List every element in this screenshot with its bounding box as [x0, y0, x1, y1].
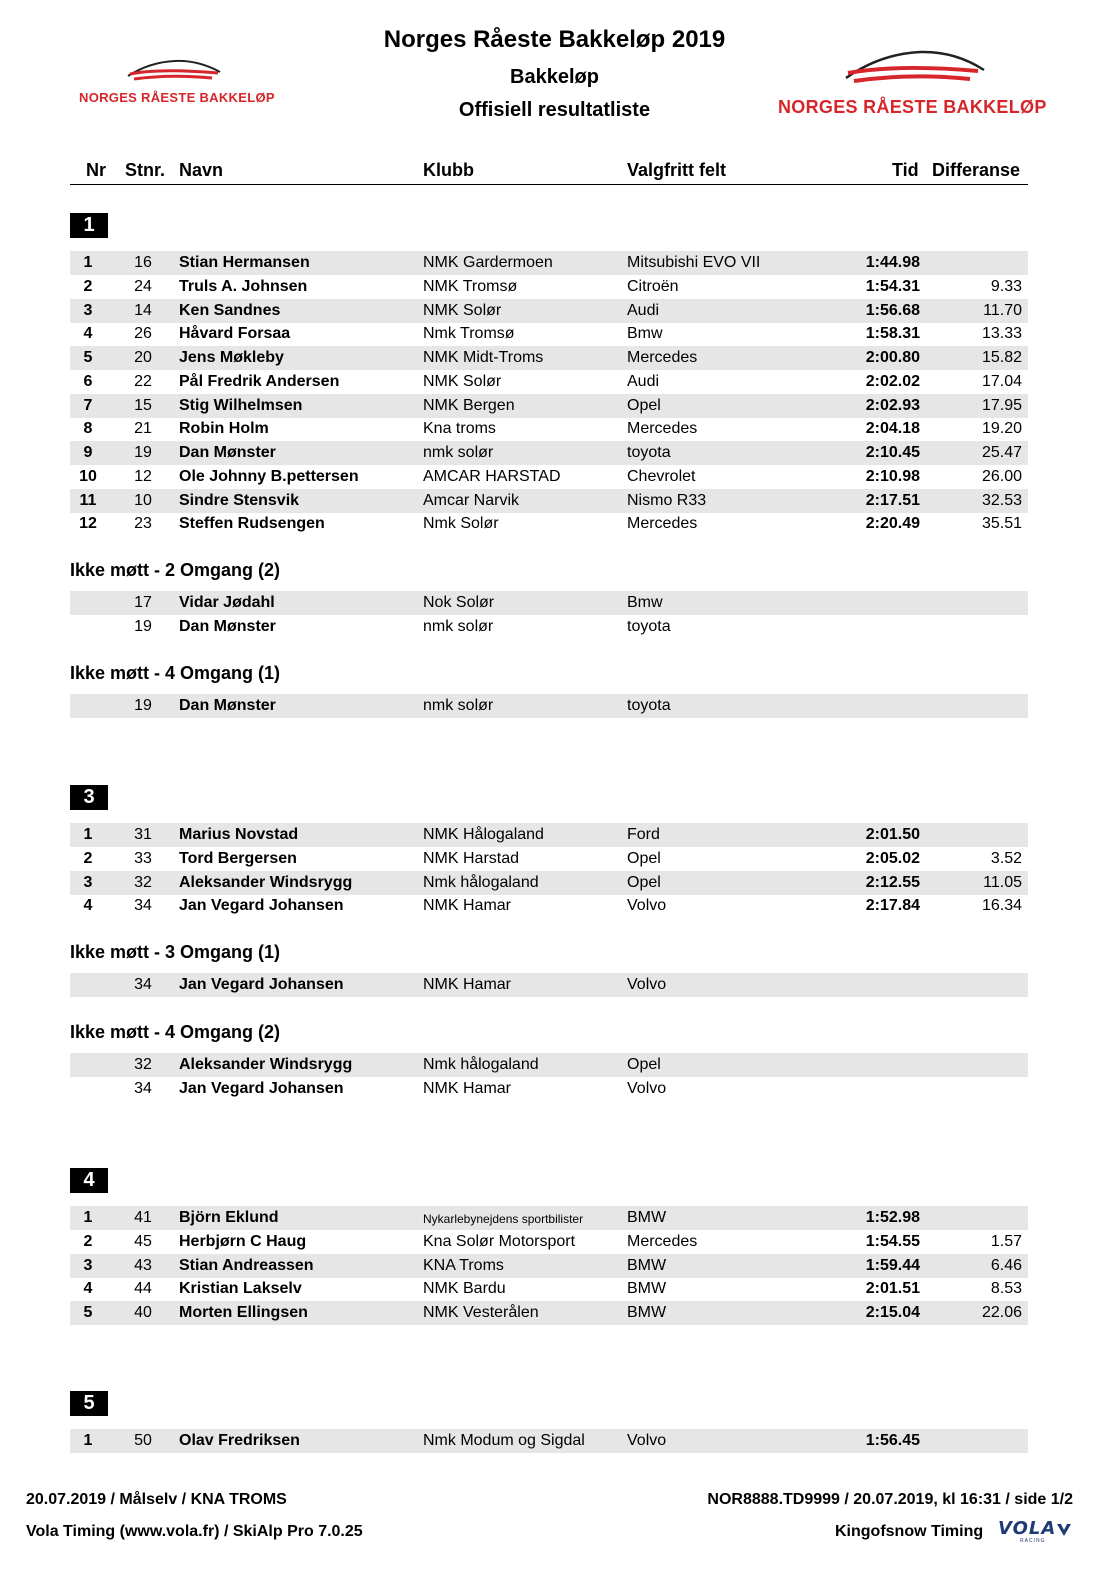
place: 3	[83, 1256, 93, 1274]
difference: 3.52	[990, 849, 1022, 867]
class-badge-4: 4	[70, 1168, 108, 1193]
start-number: 16	[134, 254, 152, 271]
vola-logo-icon	[998, 1520, 1074, 1544]
footer-doc-info: NOR8888.TD9999 / 20.07.2019, kl 16:31 / side 1/2	[707, 1491, 1073, 1508]
start-number: 31	[134, 826, 152, 843]
driver-name: Steffen Rudsengen	[179, 515, 325, 533]
driver-name: Robin Holm	[179, 420, 269, 438]
col-header-klubb: Klubb	[423, 160, 474, 180]
club: NMK Hålogaland	[423, 826, 544, 843]
time: 2:20.49	[865, 515, 920, 533]
driver-name: Stian Hermansen	[179, 254, 310, 271]
driver-name: Ken Sandnes	[179, 301, 281, 319]
start-number: 12	[134, 467, 152, 485]
driver-name: Jan Vegard Johansen	[179, 976, 344, 993]
dns-row	[70, 694, 1028, 718]
start-number: 15	[134, 396, 152, 414]
club: NMK Bergen	[423, 396, 515, 414]
difference: 6.46	[990, 1256, 1022, 1274]
club: AMCAR HARSTAD	[423, 467, 561, 485]
driver-name: Aleksander Windsrygg	[179, 1056, 353, 1073]
start-number: 33	[134, 849, 152, 867]
club: nmk solør	[423, 697, 494, 714]
result-row	[70, 871, 1028, 895]
logo-right-text: NORGES RÅESTE BAKKELØP	[778, 97, 1047, 117]
place: 9	[83, 444, 93, 461]
dns-heading: Ikke møtt - 4 Omgang (2)	[70, 1022, 281, 1042]
place: 3	[83, 873, 93, 891]
difference: 17.04	[981, 372, 1022, 390]
place: 5	[83, 349, 93, 366]
result-row	[70, 441, 1028, 465]
result-row	[70, 847, 1028, 871]
club: NMK Solør	[423, 372, 502, 390]
club: Nok Solør	[423, 594, 495, 611]
difference: 13.33	[981, 325, 1022, 343]
club: Nykarlebynejdens sportbilister	[423, 1212, 584, 1226]
place: 2	[83, 849, 93, 867]
place: 1	[83, 1209, 93, 1226]
class-badge-1: 1	[70, 213, 108, 238]
car-logo-right-icon	[840, 40, 990, 88]
time: 2:15.04	[865, 1304, 920, 1321]
time: 2:02.93	[865, 396, 920, 414]
driver-name: Dan Mønster	[179, 617, 276, 635]
start-number: 20	[134, 349, 152, 366]
club: Amcar Narvik	[423, 491, 520, 509]
driver-name: Morten Ellingsen	[179, 1304, 308, 1321]
dns-row	[70, 973, 1028, 997]
place: 1	[83, 826, 93, 843]
driver-name: Stian Andreassen	[179, 1256, 314, 1274]
car: Volvo	[627, 1079, 667, 1097]
result-row	[70, 394, 1028, 418]
result-row	[70, 1230, 1028, 1254]
time: 1:44.98	[865, 254, 920, 271]
car: Opel	[627, 873, 661, 891]
difference: 11.70	[983, 301, 1022, 319]
start-number: 24	[134, 277, 152, 295]
result-row	[70, 1301, 1028, 1325]
result-row	[70, 1206, 1028, 1230]
time: 1:58.31	[865, 325, 920, 343]
start-number: 41	[134, 1209, 152, 1226]
time: 1:54.31	[865, 277, 920, 295]
result-row	[70, 512, 1028, 536]
difference: 11.05	[983, 873, 1022, 891]
car: Mercedes	[627, 420, 698, 438]
car: Volvo	[627, 897, 667, 915]
start-number: 43	[134, 1256, 152, 1274]
start-number: 34	[134, 976, 152, 993]
car: BMW	[627, 1280, 667, 1298]
result-row	[70, 823, 1028, 847]
club: Nmk hålogaland	[423, 1056, 539, 1073]
car: Volvo	[627, 1432, 667, 1449]
club: NMK Vesterålen	[423, 1304, 539, 1321]
col-header-differanse: Differanse	[932, 160, 1021, 180]
result-row	[70, 251, 1028, 275]
logo-left-text: NORGES RÅESTE BAKKELØP	[79, 90, 275, 105]
time: 2:00.80	[865, 349, 920, 366]
place: 4	[83, 1280, 93, 1298]
time: 2:10.45	[865, 444, 920, 461]
start-number: 45	[134, 1232, 152, 1250]
place: 5	[83, 1304, 93, 1321]
start-number: 23	[134, 515, 152, 533]
car: Chevrolet	[627, 467, 696, 485]
car: Mercedes	[627, 349, 698, 366]
club: NMK Solør	[423, 301, 502, 319]
car: Audi	[627, 301, 660, 319]
footer-event-info: 20.07.2019 / Målselv / KNA TROMS	[26, 1491, 287, 1508]
time: 1:52.98	[865, 1209, 920, 1226]
difference: 8.53	[990, 1280, 1022, 1298]
start-number: 50	[134, 1432, 152, 1449]
car: toyota	[627, 617, 671, 635]
vola-logo-text: VOLA	[998, 1518, 1057, 1539]
place: 4	[83, 325, 93, 343]
page-subtitle-2: Offisiell resultatliste	[458, 99, 651, 121]
start-number: 26	[134, 325, 152, 343]
time: 2:01.50	[865, 826, 920, 843]
car: BMW	[627, 1256, 667, 1274]
driver-name: Ole Johnny B.pettersen	[179, 467, 359, 485]
car: Mitsubishi EVO VII	[627, 254, 761, 271]
start-number: 10	[134, 491, 152, 509]
driver-name: Dan Mønster	[179, 444, 276, 461]
result-row	[70, 322, 1028, 346]
driver-name: Jens Møkleby	[179, 349, 284, 366]
club: NMK Hamar	[423, 897, 512, 915]
club: nmk solør	[423, 444, 494, 461]
car: toyota	[627, 444, 671, 461]
car: Audi	[627, 372, 660, 390]
start-number: 40	[134, 1304, 152, 1321]
difference: 17.95	[981, 396, 1022, 414]
place: 6	[83, 372, 93, 390]
car: Volvo	[627, 976, 667, 993]
start-number: 14	[134, 301, 152, 319]
result-row	[70, 417, 1028, 441]
result-row	[70, 1429, 1028, 1453]
page-title: Norges Råeste Bakkeløp 2019	[383, 26, 726, 53]
start-number: 34	[134, 897, 152, 915]
page-subtitle: Bakkeløp	[510, 66, 599, 88]
dns-row	[70, 1077, 1028, 1101]
club: NMK Hamar	[423, 976, 512, 993]
driver-name: Aleksander Windsrygg	[179, 873, 353, 891]
club: NMK Tromsø	[423, 277, 518, 295]
col-header-stnr: Stnr.	[125, 160, 166, 180]
place: 3	[83, 301, 93, 319]
dns-row	[70, 591, 1028, 615]
club: NMK Bardu	[423, 1280, 506, 1298]
place: 2	[83, 277, 93, 295]
driver-name: Björn Eklund	[179, 1209, 279, 1226]
time: 2:01.51	[865, 1280, 920, 1298]
difference: 1.57	[990, 1232, 1022, 1250]
result-row	[70, 465, 1028, 489]
difference: 26.00	[981, 467, 1022, 485]
car: Opel	[627, 849, 661, 867]
club: Nmk Tromsø	[423, 325, 515, 343]
place: 10	[79, 467, 97, 485]
club: Kna troms	[423, 420, 496, 438]
time: 1:56.45	[865, 1432, 920, 1449]
club: Nmk Solør	[423, 515, 499, 533]
place: 11	[79, 491, 97, 509]
footer-software-info: Vola Timing (www.vola.fr) / SkiAlp Pro 7.0.25	[26, 1523, 363, 1540]
driver-name: Olav Fredriksen	[179, 1432, 300, 1449]
driver-name: Jan Vegard Johansen	[179, 897, 344, 915]
start-number: 32	[134, 873, 152, 891]
time: 2:04.18	[865, 420, 920, 438]
car: BMW	[627, 1209, 667, 1226]
start-number: 44	[134, 1280, 152, 1298]
difference: 25.47	[981, 444, 1022, 461]
time: 2:05.02	[865, 849, 920, 867]
driver-name: Kristian Lakselv	[179, 1280, 302, 1298]
dns-heading: Ikke møtt - 3 Omgang (1)	[70, 942, 281, 962]
car: Mercedes	[627, 515, 698, 533]
driver-name: Tord Bergersen	[179, 849, 297, 867]
driver-name: Dan Mønster	[179, 697, 276, 714]
dns-heading: Ikke møtt - 4 Omgang (1)	[70, 663, 281, 683]
result-row	[70, 275, 1028, 299]
col-header-tid: Tid	[892, 160, 919, 180]
driver-name: Herbjørn C Haug	[179, 1232, 307, 1250]
time: 2:17.84	[865, 897, 920, 915]
club: NMK Hamar	[423, 1079, 512, 1097]
driver-name: Truls A. Johnsen	[179, 277, 308, 295]
footer-timing-info: Kingofsnow Timing	[835, 1523, 984, 1540]
driver-name: Vidar Jødahl	[179, 594, 275, 611]
car: Ford	[627, 826, 660, 843]
difference: 9.33	[990, 277, 1022, 295]
result-row	[70, 299, 1028, 323]
result-row	[70, 346, 1028, 370]
club: KNA Troms	[423, 1256, 504, 1274]
driver-name: Håvard Forsaa	[179, 325, 291, 343]
difference: 15.82	[981, 349, 1022, 366]
time: 1:59.44	[865, 1256, 920, 1274]
car: Mercedes	[627, 1232, 698, 1250]
car: BMW	[627, 1304, 667, 1321]
result-row	[70, 370, 1028, 394]
time: 1:54.55	[865, 1232, 920, 1250]
dns-row	[70, 615, 1028, 639]
car: Citroën	[627, 277, 679, 295]
driver-name: Stig Wilhelmsen	[179, 396, 303, 414]
club: NMK Harstad	[423, 849, 520, 867]
time: 2:02.02	[865, 372, 920, 390]
header-divider	[70, 184, 1028, 185]
place: 4	[83, 897, 93, 915]
car: Bmw	[627, 325, 663, 343]
car: Opel	[627, 1056, 661, 1073]
class-badge-3: 3	[70, 785, 108, 810]
place: 7	[83, 396, 93, 414]
difference: 16.34	[981, 897, 1022, 915]
col-header-valgfritt: Valgfritt felt	[627, 160, 727, 180]
vola-logo-subtext: RACING	[1020, 1538, 1046, 1544]
start-number: 19	[134, 697, 152, 714]
start-number: 34	[134, 1079, 152, 1097]
place: 8	[83, 420, 93, 438]
difference: 22.06	[981, 1304, 1022, 1321]
result-row	[70, 1254, 1028, 1278]
dns-heading: Ikke møtt - 2 Omgang (2)	[70, 560, 281, 580]
col-header-nr: Nr	[86, 160, 107, 180]
start-number: 19	[134, 444, 152, 461]
result-row	[70, 894, 1028, 918]
time: 1:56.68	[865, 301, 920, 319]
club: Nmk hålogaland	[423, 873, 539, 891]
col-header-navn: Navn	[179, 160, 224, 180]
place: 1	[83, 254, 93, 271]
car-logo-left-icon	[120, 52, 230, 84]
driver-name: Pål Fredrik Andersen	[179, 372, 340, 390]
place: 12	[79, 515, 97, 533]
time: 2:10.98	[865, 467, 920, 485]
car: Opel	[627, 396, 661, 414]
place: 2	[83, 1232, 93, 1250]
club: NMK Midt-Troms	[423, 349, 544, 366]
driver-name: Jan Vegard Johansen	[179, 1079, 344, 1097]
club: nmk solør	[423, 617, 494, 635]
start-number: 17	[134, 594, 152, 611]
difference: 19.20	[981, 420, 1022, 438]
driver-name: Sindre Stensvik	[179, 491, 300, 509]
difference: 35.51	[981, 515, 1022, 533]
club: Kna Solør Motorsport	[423, 1232, 576, 1250]
dns-row	[70, 1053, 1028, 1077]
start-number: 22	[134, 372, 152, 390]
car: toyota	[627, 697, 671, 714]
club: NMK Gardermoen	[423, 254, 553, 271]
car: Nismo R33	[627, 491, 707, 509]
place: 1	[83, 1432, 93, 1449]
time: 2:12.55	[865, 873, 920, 891]
result-row	[70, 489, 1028, 513]
result-row	[70, 1277, 1028, 1301]
start-number: 21	[134, 420, 152, 438]
club: Nmk Modum og Sigdal	[423, 1432, 585, 1449]
car: Bmw	[627, 594, 663, 611]
class-badge-5: 5	[70, 1391, 108, 1416]
start-number: 32	[134, 1056, 152, 1073]
vola-chevron-icon	[1056, 1522, 1072, 1538]
time: 2:17.51	[865, 491, 920, 509]
start-number: 19	[134, 617, 152, 635]
difference: 32.53	[981, 491, 1022, 509]
driver-name: Marius Novstad	[179, 826, 299, 843]
